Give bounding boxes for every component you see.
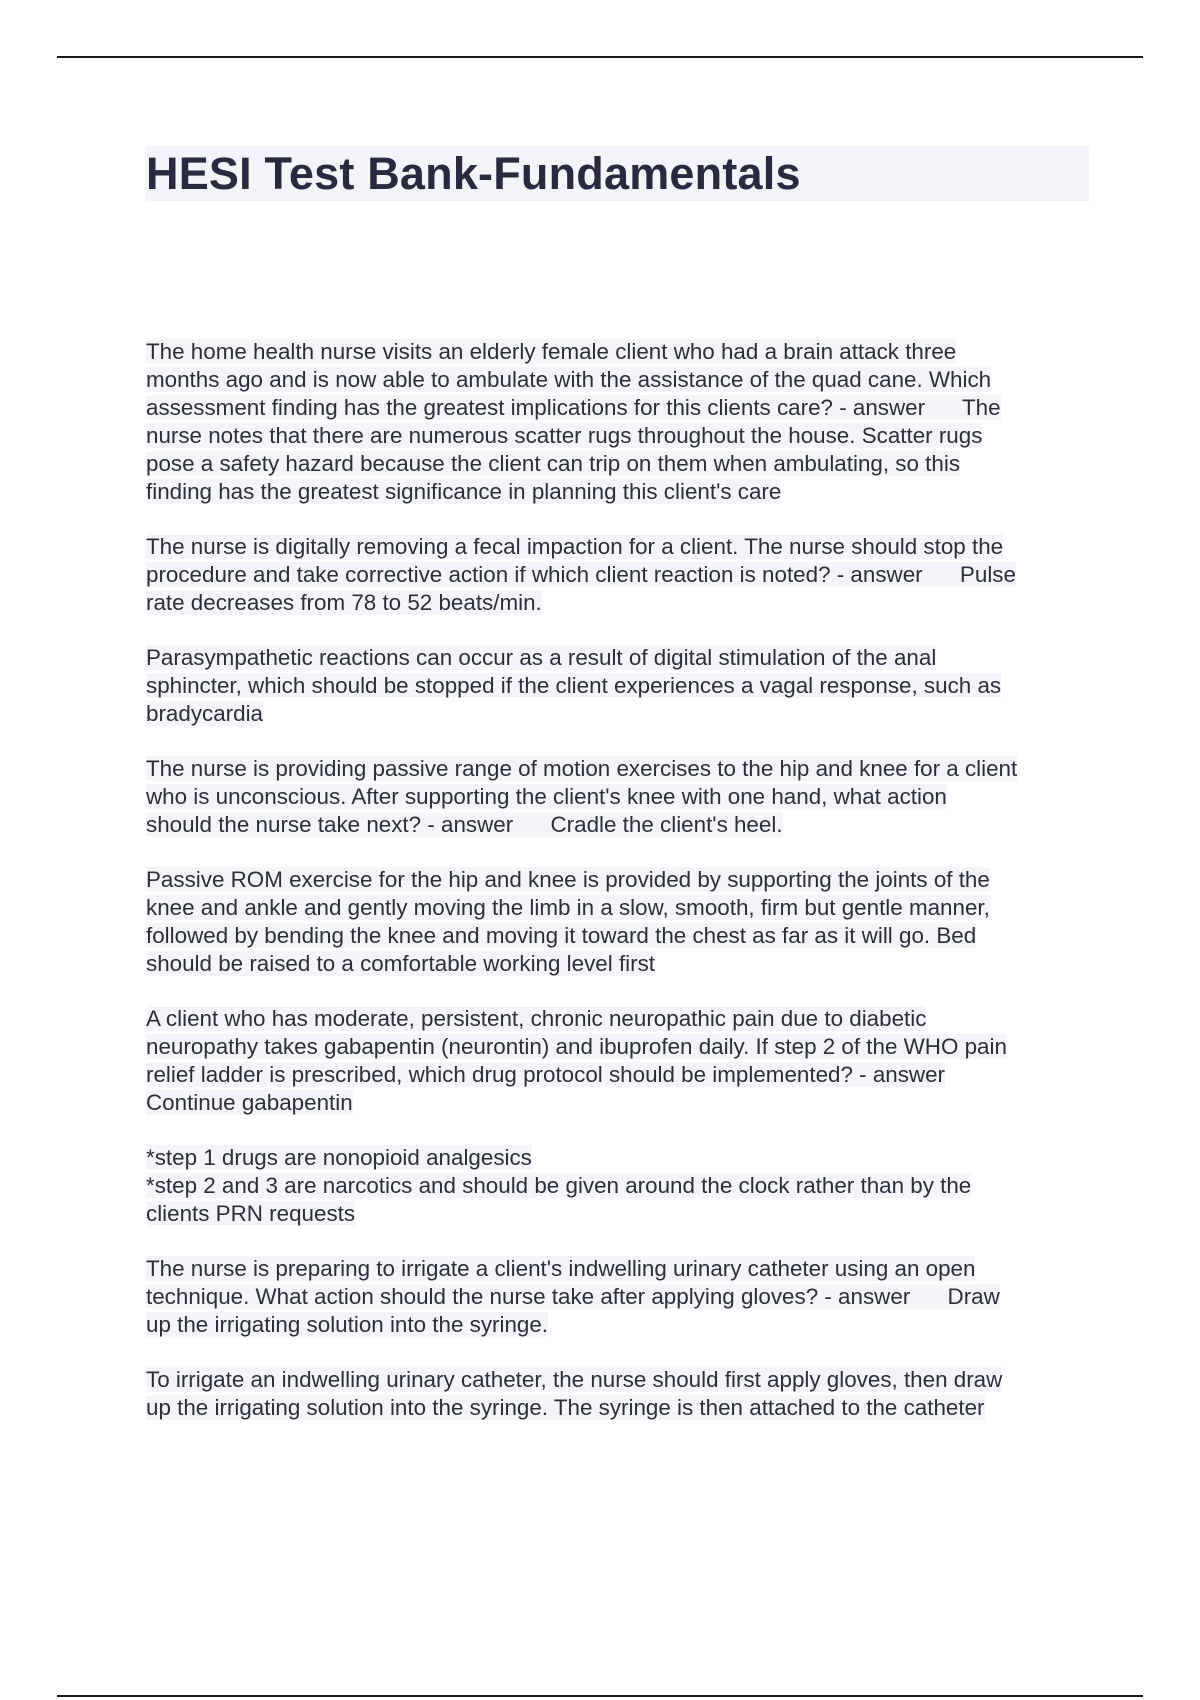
text-line: *step 1 drugs are nonopioid analgesics	[146, 1145, 532, 1170]
text-line: neuropathy takes gabapentin (neurontin) and ibuprofen daily. If step 2 of the WHO pain	[146, 1034, 1007, 1059]
text-line: relief ladder is prescribed, which drug protocol should be implemented? - answer	[146, 1062, 946, 1087]
text-line: should the nurse take next? - answer Cradle the client's heel.	[146, 812, 783, 837]
text-line: The home health nurse visits an elderly female client who had a brain attack three	[146, 339, 957, 364]
header-rule	[57, 56, 1143, 58]
text-line: finding has the greatest significance in planning this client's care	[146, 479, 782, 504]
text-line: sphincter, which should be stopped if the client experiences a vagal response, such as	[146, 673, 1002, 698]
text-line: up the irrigating solution into the syringe. The syringe is then attached to the catheter	[146, 1395, 985, 1420]
qa-paragraph-3	[146, 755, 1096, 839]
text-line: The nurse is providing passive range of motion exercises to the hip and knee for a client	[146, 756, 1018, 781]
text-line: knee and ankle and gently moving the limb in a slow, smooth, firm but gentle manner,	[146, 895, 990, 920]
text-line: nurse notes that there are numerous scatter rugs throughout the house. Scatter rugs	[146, 423, 983, 448]
qa-paragraph-1	[146, 338, 1096, 506]
qa-paragraph-4	[146, 1005, 1096, 1117]
text-line: A client who has moderate, persistent, chronic neuropathic pain due to diabetic	[146, 1006, 927, 1031]
text-line: The nurse is preparing to irrigate a client's indwelling urinary catheter using an open	[146, 1256, 976, 1281]
rationale-paragraph-2	[146, 644, 1096, 728]
qa-paragraph-5	[146, 1255, 1096, 1339]
document-body	[146, 338, 1096, 1449]
text-line: bradycardia	[146, 701, 263, 726]
text-line: months ago and is now able to ambulate with the assistance of the quad cane. Which	[146, 367, 992, 392]
text-line: Continue gabapentin	[146, 1090, 353, 1115]
text-line: The nurse is digitally removing a fecal impaction for a client. The nurse should stop the	[146, 534, 1004, 559]
text-line: rate decreases from 78 to 52 beats/min.	[146, 590, 542, 615]
rationale-paragraph-5	[146, 1366, 1096, 1422]
rationale-paragraph-4	[146, 1144, 1096, 1228]
document-title: HESI Test Bank-Fundamentals	[146, 148, 801, 199]
text-line: procedure and take corrective action if which client reaction is noted? - answer Pulse	[146, 562, 1016, 587]
text-line: To irrigate an indwelling urinary catheter, the nurse should first apply gloves, then draw	[146, 1367, 1003, 1392]
text-line: *step 2 and 3 are narcotics and should be given around the clock rather than by the	[146, 1173, 972, 1198]
text-line: technique. What action should the nurse take after applying gloves? - answer Draw	[146, 1284, 1000, 1309]
qa-paragraph-2	[146, 533, 1096, 617]
text-line: clients PRN requests	[146, 1201, 356, 1226]
text-line: assessment finding has the greatest implications for this clients care? - answer The	[146, 395, 1001, 420]
text-line: followed by bending the knee and moving it toward the chest as far as it will go. Bed	[146, 923, 977, 948]
rationale-paragraph-3	[146, 866, 1096, 978]
footer-rule	[57, 1695, 1143, 1697]
text-line: should be raised to a comfortable working level first	[146, 951, 656, 976]
text-line: Parasympathetic reactions can occur as a result of digital stimulation of the anal	[146, 645, 937, 670]
text-line: up the irrigating solution into the syringe.	[146, 1312, 549, 1337]
text-line: pose a safety hazard because the client can trip on them when ambulating, so this	[146, 451, 961, 476]
text-line: who is unconscious. After supporting the client's knee with one hand, what action	[146, 784, 947, 809]
text-line: Passive ROM exercise for the hip and knee is provided by supporting the joints of the	[146, 867, 990, 892]
